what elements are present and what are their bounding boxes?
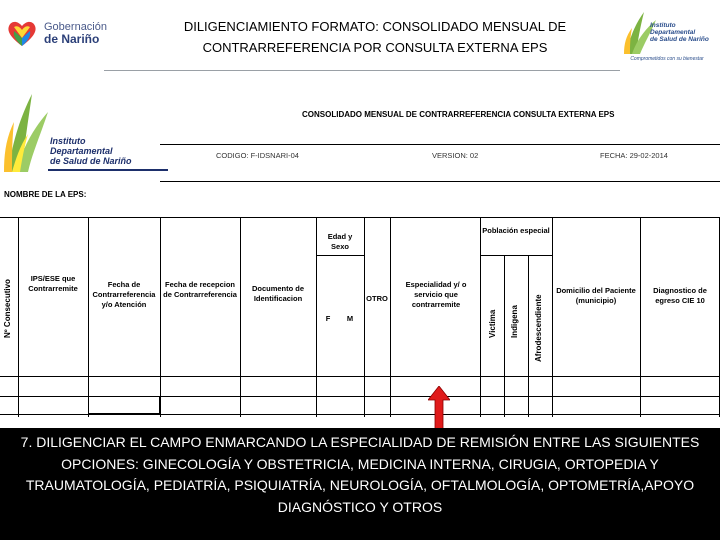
col-otro: OTRO: [366, 294, 388, 303]
row-divider: [0, 376, 720, 377]
form-code: CODIGO: F-IDSNARI-04: [216, 151, 299, 160]
gov-logo-line2: de Nariño: [44, 32, 100, 46]
heart-logo-icon: [6, 18, 38, 48]
logo-underline: [48, 169, 168, 171]
ids-form-line1: Instituto: [50, 136, 86, 146]
instruction-caption: [0, 428, 720, 540]
form-screenshot: [0, 80, 720, 430]
col-fecha-recepcion: Fecha de recepcion de Contrarreferencia: [163, 280, 237, 299]
ids-header-line1: Instituto: [650, 22, 676, 29]
column-divider: [18, 217, 19, 417]
up-arrow-icon: [428, 386, 450, 430]
form-date: FECHA: 29-02-2014: [600, 151, 668, 160]
ids-logo-form: [2, 88, 162, 176]
ids-logo-header: [622, 8, 712, 64]
column-divider: [528, 255, 529, 417]
row-divider: [480, 255, 552, 256]
ids-form-line2: Departamental: [50, 146, 113, 156]
page-title-line2: CONTRARREFERENCIA POR CONSULTA EXTERNA EPS: [202, 40, 548, 55]
column-divider: [504, 255, 505, 417]
instruction-text: 7. DILIGENCIAR EL CAMPO ENMARCANDO LA ESPECIALIDAD DE REMISIÓN ENTRE LAS SIGUIENTES OPCIONES: GINECOLOGÍA Y OBSTETRICIA, MEDICINA INTERNA, CIRUGIA, ORTOPEDIA Y TRAUMATOLOGÍA, PEDIATRÍA, PSIQUIATRÍA, NEUROLOGÍA, OFTALMOLOGÍA, OPTOMETRÍA,APOYO DIAGNÓSTICO Y OTROS: [20, 434, 700, 515]
column-divider: [316, 217, 317, 417]
col-indigena: Indigena: [510, 305, 519, 338]
ids-logo-tagline: Comprometidos con su bienestar: [630, 56, 704, 62]
form-divider: [160, 181, 720, 182]
col-domicilio: Domicilio del Paciente (municipio): [556, 286, 636, 305]
slide-header: [0, 0, 720, 72]
header-divider: [104, 70, 620, 71]
column-divider: [480, 217, 481, 417]
highlighted-cell: [88, 396, 160, 414]
page-title: [150, 16, 600, 58]
col-afrodescendiente: Afrodescendiente: [534, 294, 543, 362]
gobernacion-logo-text: [44, 21, 107, 45]
col-diagnostico: Diagnostico de egreso CIE 10: [653, 286, 707, 305]
row-divider: [316, 255, 364, 256]
gobernacion-logo: [6, 16, 116, 50]
page-title-line1: DILIGENCIAMIENTO FORMATO: CONSOLIDADO MENSUAL DE: [183, 19, 567, 34]
form-divider: [160, 144, 720, 145]
column-divider: [640, 217, 641, 417]
gov-logo-line1: Gobernación: [44, 21, 107, 33]
column-divider: [88, 217, 89, 417]
column-divider: [240, 217, 241, 417]
col-sexo-m: M: [346, 314, 354, 323]
col-ips: IPS/ESE que Contrarremite: [28, 274, 78, 293]
form-title: CONSOLIDADO MENSUAL DE CONTRARREFERENCIA CONSULTA EXTERNA EPS: [302, 110, 615, 119]
column-divider: [160, 217, 161, 417]
ids-logo-form-text: [50, 136, 132, 166]
ids-header-line2: Departamental: [650, 29, 696, 36]
leaf-logo-icon: [2, 88, 50, 174]
column-divider: [552, 217, 553, 417]
form-version: VERSION: 02: [432, 151, 479, 160]
col-especialidad: Especialidad y/ o servicio que contrarremite: [405, 280, 467, 309]
ids-logo-header-text: [650, 22, 709, 43]
column-divider: [390, 217, 391, 417]
col-poblacion-especial: Población especial: [482, 226, 550, 235]
table-top-border: [0, 217, 720, 218]
column-divider: [364, 217, 365, 417]
ids-header-line3: de Salud de Nariño: [650, 36, 709, 43]
eps-name-label: NOMBRE DE LA EPS:: [4, 190, 87, 199]
col-consecutivo: Nº Consecutivo: [3, 279, 12, 338]
col-victima: Victima: [488, 309, 497, 338]
col-edad-sexo: Edad y Sexo: [327, 232, 353, 251]
col-documento: Documento de Identificacion: [251, 284, 305, 303]
col-fecha-contrarreferencia: Fecha de Contrarreferencia y/o Atención: [92, 280, 156, 309]
ids-form-line3: de Salud de Nariño: [50, 156, 132, 166]
col-sexo-f: F: [325, 314, 331, 323]
row-divider: [0, 414, 720, 415]
